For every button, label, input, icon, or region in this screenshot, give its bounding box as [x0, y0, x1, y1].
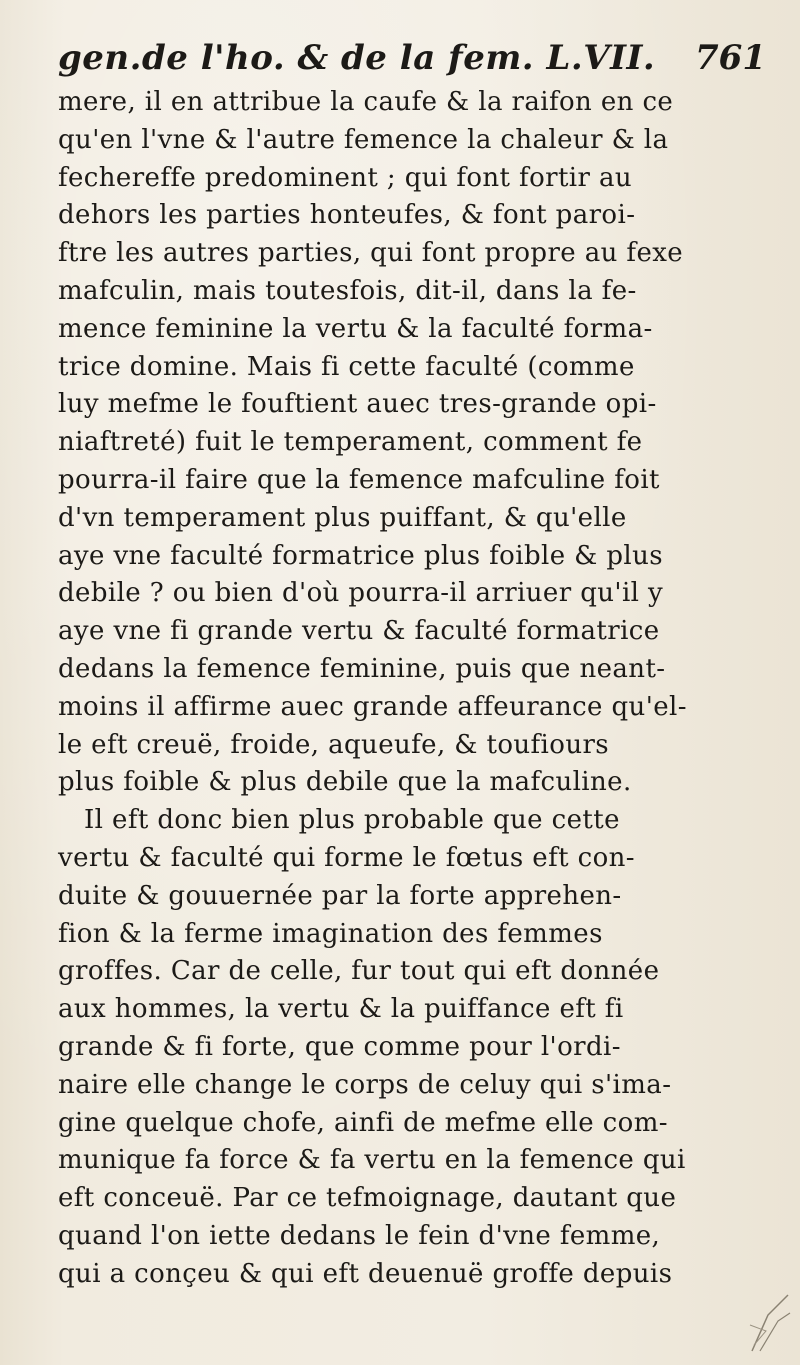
text-line: aye vne faculté formatrice plus foible & plus: [58, 540, 664, 571]
text-line: groffes. Car de celle, fur tout qui eft donnée: [58, 956, 660, 987]
text-line: mafculin, mais toutesfois, dit-il, dans la fe-: [58, 275, 637, 306]
text-line: quand l'on iette dedans le fein d'vne femme,: [58, 1220, 661, 1251]
page-header: [58, 34, 770, 84]
text-line: eft conceuë. Par ce tefmoignage, dautant que: [58, 1183, 677, 1214]
text-line: moins il affirme auec grande affeurance qu'el-: [58, 691, 687, 722]
text-line: fechereffe predominent ; qui font fortir au: [58, 162, 633, 193]
text-line: vertu & faculté qui forme le fœtus eft con-: [58, 842, 635, 873]
text-line: grande & fi forte, que comme pour l'ordi-: [58, 1031, 621, 1062]
text-line: qui a conçeu & qui eft deuenuë groffe depuis: [58, 1258, 673, 1289]
text-line: mere, il en attribue la caufe & la raifon en ce: [58, 87, 674, 117]
text-line: plus foible & plus debile que la mafculine.: [58, 767, 632, 798]
text-line: qu'en l'vne & l'autre femence la chaleur & la: [58, 124, 669, 155]
page-number: 761: [695, 38, 766, 78]
text-line: aux hommes, la vertu & la puiffance eft fi: [58, 994, 624, 1025]
text-line: ftre les autres parties, qui font propre au fexe: [58, 238, 684, 269]
text-line: gine quelque chofe, ainfi de mefme elle com-: [58, 1107, 668, 1138]
paragraph-start-line: Il eft donc bien plus probable que cette: [84, 805, 620, 836]
text-line: dedans la femence feminine, puis que neant-: [58, 653, 666, 684]
text-line: mence feminine la vertu & la faculté forma-: [58, 313, 653, 344]
text-line: le eft creuë, froide, aqueufe, & toufiours: [58, 729, 610, 760]
text-line: munique fa force & fa vertu en la femence qui: [58, 1145, 686, 1176]
text-line: luy mefme le fouftient auec tres-grande opi-: [58, 389, 657, 420]
text-line: fion & la ferme imagination des femmes: [58, 918, 603, 949]
text-line: d'vn temperament plus puiffant, & qu'elle: [58, 502, 627, 533]
text-line: niaftreté) fuit le temperament, comment fe: [58, 427, 643, 458]
text-line: pourra-il faire que la femence mafculine foit: [58, 464, 660, 495]
page-corner-scribble: [748, 1285, 792, 1355]
text-line: naire elle change le corps de celuy qui s'ima-: [58, 1069, 672, 1100]
running-head: gen.de l'ho. & de la fem. L.VII.: [58, 38, 656, 78]
text-line: dehors les parties honteufes, & font paroi-: [58, 200, 636, 231]
body-text: [58, 84, 774, 1294]
text-line: trice domine. Mais fi cette faculté (comme: [58, 351, 635, 382]
text-line: duite & gouuernée par la forte apprehen-: [58, 880, 622, 911]
text-line: aye vne fi grande vertu & faculté formatrice: [58, 616, 660, 647]
text-line: debile ? ou bien d'où pourra-il arriuer qu'il y: [58, 578, 664, 609]
